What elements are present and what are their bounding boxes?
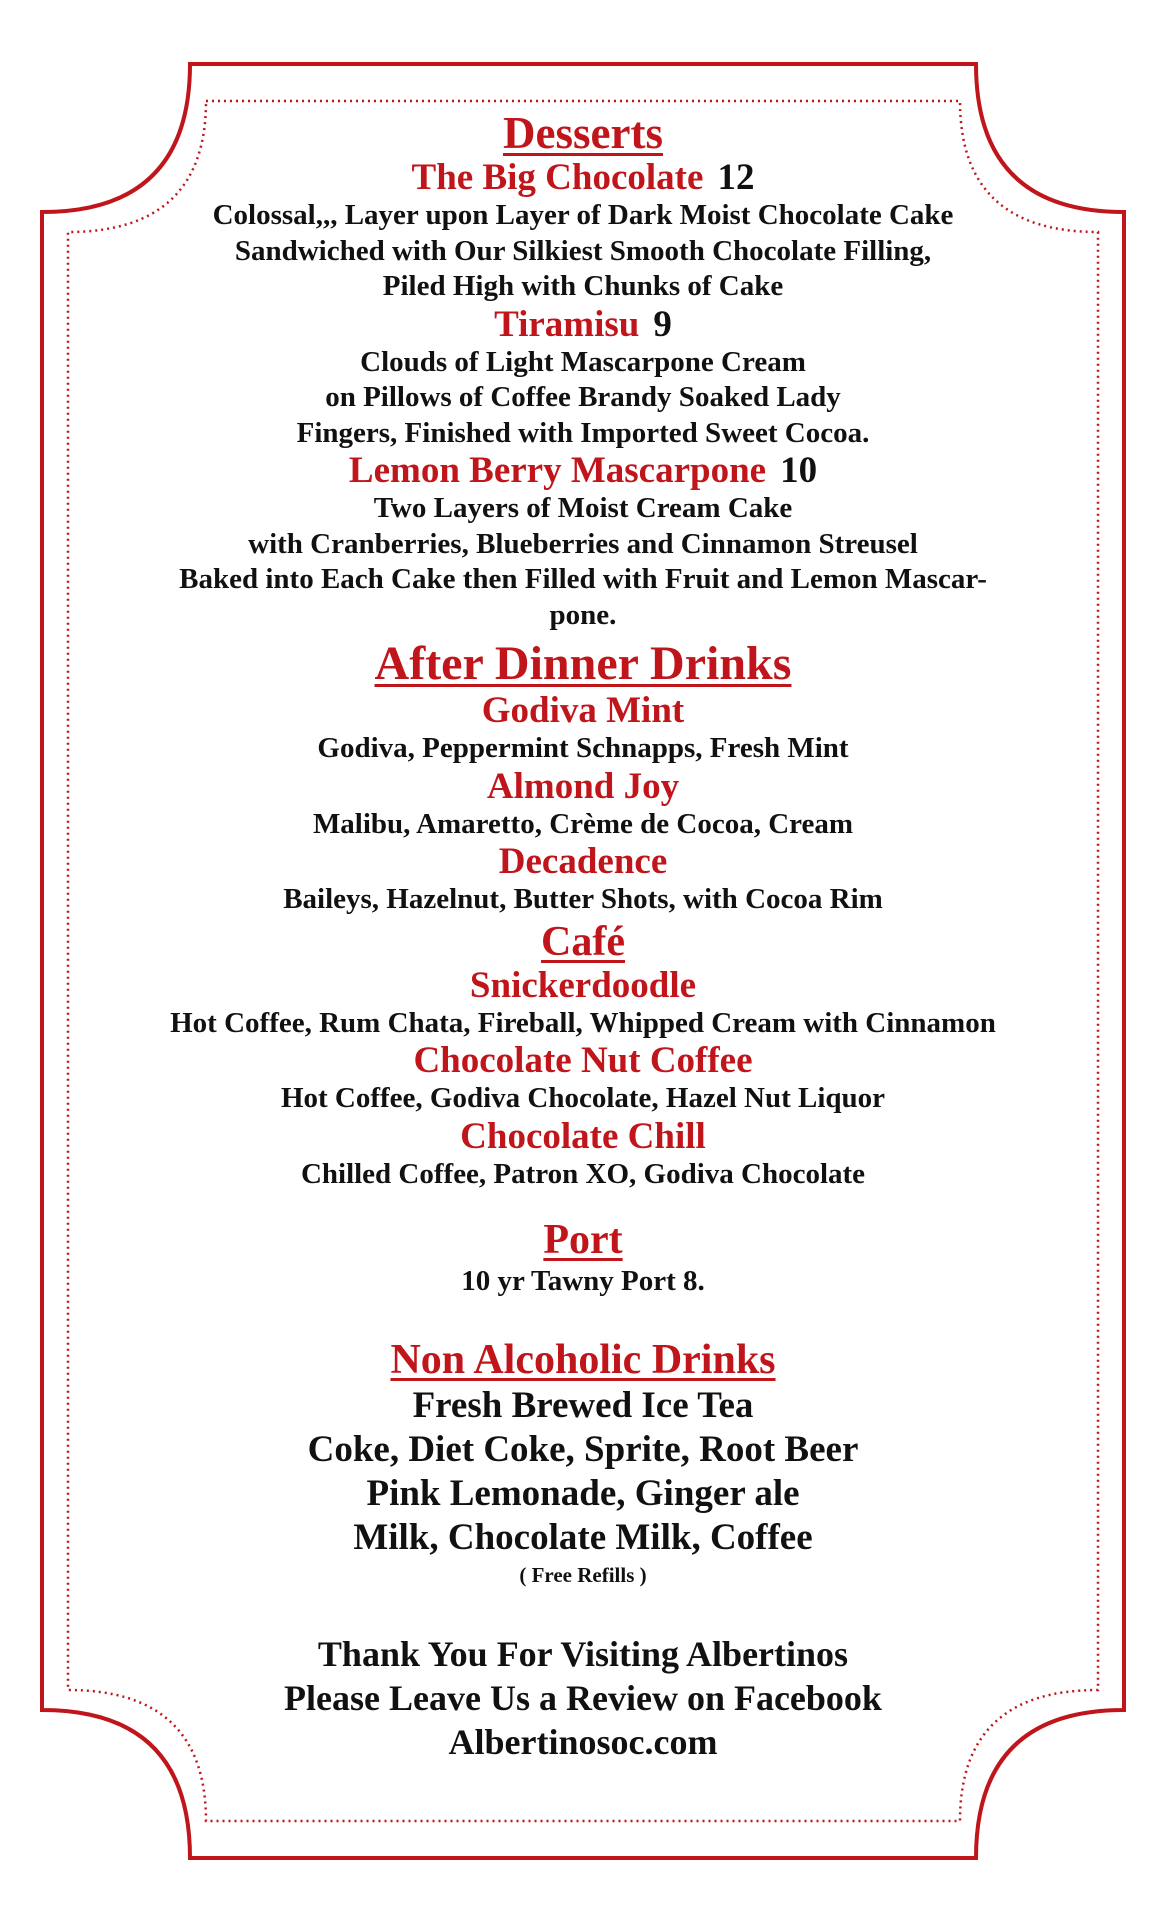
item-description [90,491,1076,633]
drink-line: Pink Lemonade, Ginger ale [366,1472,800,1514]
item-price: 10 [780,450,818,491]
item-description: Chilled Coffee, Patron XO, Godiva Chocolate [300,1157,866,1190]
port-description: 10 yr Tawny Port 8. [461,1265,705,1297]
description-line: with Cranberries, Blueberries and Cinnamon Streusel [248,527,918,560]
item-name: Tiramisu [494,303,640,345]
port-heading: Port [543,1217,623,1263]
cafe-item-chocolate-nut-coffee [90,1041,1076,1117]
item-description: Malibu, Amaretto, Crème de Cocoa, Cream [312,807,854,840]
review-line: Please Leave Us a Review on Facebook [284,1677,882,1718]
description-line: Baked into Each Cake then Filled with Fruit and Lemon Mascar- [179,563,987,595]
cafe-heading: Café [541,918,625,965]
description-line: on Pillows of Coffee Brandy Soaked Lady [325,381,841,413]
non-alcoholic-heading: Non Alcoholic Drinks [390,1336,776,1383]
item-price: 12 [717,157,755,198]
drink-line: Coke, Diet Coke, Sprite, Root Beer [307,1428,859,1470]
item-name: Snickerdoodle [469,964,697,1006]
item-name: Godiva Mint [481,690,685,731]
after-dinner-heading: After Dinner Drinks [374,637,792,690]
free-refills-note: ( Free Refills ) [519,1562,647,1587]
dessert-item-tiramisu [90,305,1076,452]
menu-content [90,108,1076,1764]
drink-item-almond-joy [90,767,1076,843]
item-name: Lemon Berry Mascarpone [348,450,767,491]
description-line: Colossal,,, Layer upon Layer of Dark Moist Chocolate Cake [212,199,954,231]
footer [90,1632,1076,1764]
item-description [90,198,1076,305]
dessert-item-lemon-berry [90,451,1076,633]
dessert-item-big-chocolate [90,158,1076,305]
website-line: Albertinosoc.com [448,1721,718,1762]
description-line: Piled High with Chunks of Cake [382,270,784,302]
item-description: Hot Coffee, Godiva Chocolate, Hazel Nut Liquor [280,1082,886,1114]
description-line: pone. [549,598,617,631]
drink-line: Fresh Brewed Ice Tea [412,1384,754,1426]
thank-you-line: Thank You For Visiting Albertinos [317,1633,849,1674]
item-description: Baileys, Hazelnut, Butter Shots, with Cocoa Rim [283,883,883,915]
item-description: Godiva, Peppermint Schnapps, Fresh Mint [317,732,849,764]
drink-item-decadence [90,842,1076,918]
drink-line: Milk, Chocolate Milk, Coffee [353,1516,813,1558]
description-line: Clouds of Light Mascarpone Cream [360,345,806,378]
description-line: Fingers, Finished with Imported Sweet Cocoa. [296,416,870,449]
non-alcoholic-list [90,1384,1076,1560]
item-name: Chocolate Nut Coffee [413,1040,753,1081]
cafe-item-chocolate-chill [90,1117,1076,1193]
cafe-item-snickerdoodle [90,966,1076,1042]
item-description [90,345,1076,452]
item-name: Decadence [498,841,668,882]
item-name: Almond Joy [486,765,680,807]
desserts-heading: Desserts [503,108,663,158]
description-line: Two Layers of Moist Cream Cake [373,492,793,524]
description-line: Sandwiched with Our Silkiest Smooth Chocolate Filling, [234,234,932,267]
item-name: The Big Chocolate [411,157,704,198]
item-price: 9 [653,303,672,345]
item-name: Chocolate Chill [460,1115,706,1157]
drink-item-godiva-mint [90,691,1076,767]
item-description: Hot Coffee, Rum Chata, Fireball, Whipped Cream with Cinnamon [170,1006,996,1039]
